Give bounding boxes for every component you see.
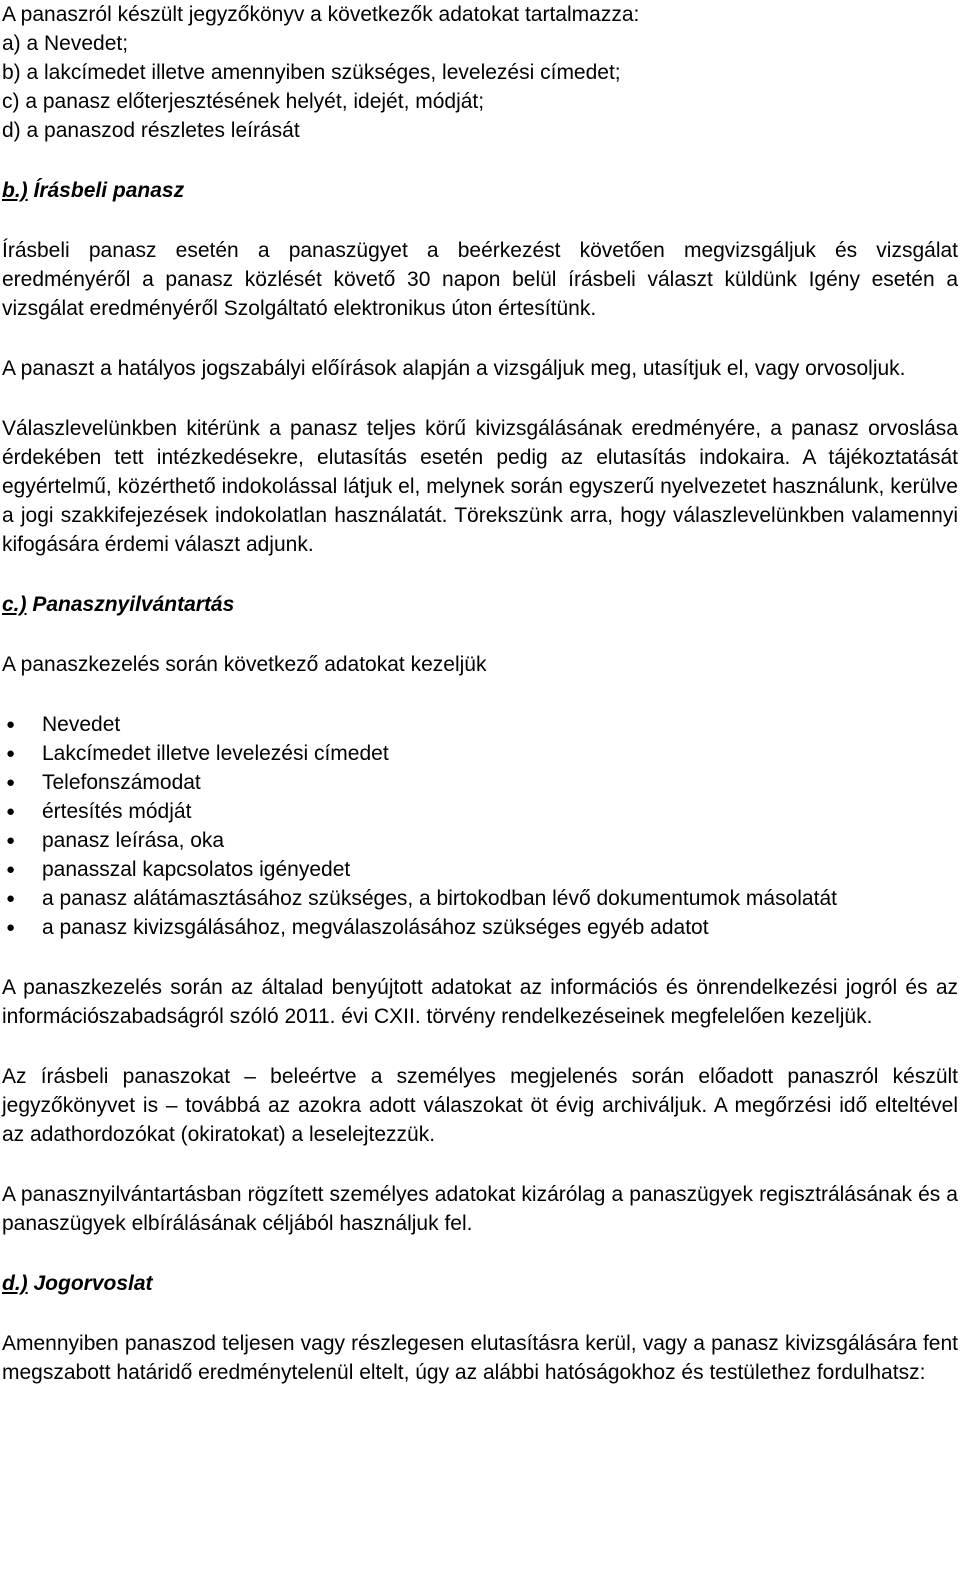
intro-item-b: b) a lakcímedet illetve amennyiben szükséges, levelezési címedet; bbox=[2, 61, 621, 84]
bullet-icon: ● bbox=[6, 774, 16, 791]
section-d bbox=[2, 1269, 958, 1387]
list-item-text: Telefonszámodat bbox=[42, 771, 201, 794]
bullet-icon: ● bbox=[6, 832, 16, 849]
bullet-icon: ● bbox=[6, 745, 16, 762]
section-c-paragraph-1: A panaszkezelés során az általad benyújtott adatokat az információs és önrendelkezési jogról és az információszabadságról szóló 2011. évi CXII. törvény rendelkezéseinek megfelelően kezeljük. bbox=[2, 976, 958, 1028]
section-c-title: Panasznyilvántartás bbox=[32, 593, 235, 616]
section-b-title: Írásbeli panasz bbox=[33, 179, 185, 202]
section-b-number: b.) bbox=[2, 179, 28, 202]
intro-item-a: a) a Nevedet; bbox=[2, 32, 129, 55]
section-d-paragraph-1: Amennyiben panaszod teljesen vagy részlegesen elutasításra kerül, vagy a panasz kivizsgálására fent megszabott határidő eredménytelenül eltelt, úgy az alábbi hatóságokhoz és testülethez fordulhatsz: bbox=[2, 1332, 958, 1384]
list-item bbox=[2, 913, 958, 942]
section-b bbox=[2, 176, 958, 559]
list-item bbox=[2, 768, 958, 797]
section-c-bullet-list bbox=[2, 710, 958, 942]
list-item-text: Nevedet bbox=[42, 713, 121, 736]
section-c bbox=[2, 590, 958, 1238]
list-item-text: Lakcímedet illetve levelezési címedet bbox=[42, 742, 389, 765]
list-item bbox=[2, 739, 958, 768]
list-item-text: értesítés módját bbox=[42, 800, 192, 823]
list-item-text: a panasz kivizsgálásához, megválaszolásához szükséges egyéb adatot bbox=[42, 916, 709, 939]
list-item-text: panasz leírása, oka bbox=[42, 829, 225, 852]
bullet-icon: ● bbox=[6, 716, 16, 733]
section-d-number: d.) bbox=[2, 1272, 28, 1295]
section-b-paragraph-3: Válaszlevelünkben kitérünk a panasz teljes körű kivizsgálásának eredményére, a panasz orvoslása érdekében tett intézkedésekre, elutasítás esetén pedig az elutasítás indokaira. A tájékoztatását egyértelmű, közérthető indokolással látjuk el, melynek során egyszerű nyelvezetet használunk, kerülve a jogi szakkifejezések indokolatlan használatát. Törekszünk arra, hogy válaszlevelünkben valamennyi kifogására érdemi választ adjunk. bbox=[2, 417, 958, 556]
list-item-text: panasszal kapcsolatos igényedet bbox=[42, 858, 351, 881]
intro-item-c: c) a panasz előterjesztésének helyét, idejét, módját; bbox=[2, 90, 485, 113]
list-item bbox=[2, 710, 958, 739]
intro-block bbox=[2, 0, 958, 145]
list-item bbox=[2, 884, 958, 913]
section-b-heading bbox=[2, 176, 958, 205]
section-c-heading bbox=[2, 590, 958, 619]
section-c-paragraph-2: Az írásbeli panaszokat – beleértve a személyes megjelenés során előadott panaszról készült jegyzőkönyvet is – továbbá az azokra adott válaszokat öt évig archiváljuk. A megőrzési idő elteltével az adathordozókat (okiratokat) a leselejtezzük. bbox=[2, 1065, 958, 1146]
section-d-title: Jogorvoslat bbox=[33, 1272, 153, 1295]
list-item bbox=[2, 797, 958, 826]
bullet-icon: ● bbox=[6, 919, 16, 936]
intro-item-d: d) a panaszod részletes leírását bbox=[2, 119, 300, 142]
bullet-icon: ● bbox=[6, 890, 16, 907]
section-c-number: c.) bbox=[2, 593, 27, 616]
section-b-paragraph-1: Írásbeli panasz esetén a panaszügyet a beérkezést követően megvizsgáljuk és vizsgálat eredményéről a panasz közlését követő 30 napon belül írásbeli választ küldünk Igény esetén a vizsgálat eredményéről Szolgáltató elektronikus úton értesítünk. bbox=[2, 239, 958, 320]
intro-line: A panaszról készült jegyzőkönyv a következők adatokat tartalmazza: bbox=[2, 3, 640, 26]
list-item bbox=[2, 855, 958, 884]
list-item bbox=[2, 826, 958, 855]
bullet-icon: ● bbox=[6, 861, 16, 878]
section-b-paragraph-2: A panaszt a hatályos jogszabályi előírások alapján a vizsgáljuk meg, utasítjuk el, vagy orvosoljuk. bbox=[2, 357, 906, 380]
bullet-icon: ● bbox=[6, 803, 16, 820]
section-c-intro: A panaszkezelés során következő adatokat kezeljük bbox=[2, 653, 487, 676]
section-d-heading bbox=[2, 1269, 958, 1298]
section-c-paragraph-3: A panasznyilvántartásban rögzített személyes adatokat kizárólag a panaszügyek regisztrálásának és a panaszügyek elbírálásának céljából használjuk fel. bbox=[2, 1183, 958, 1235]
list-item-text: a panasz alátámasztásához szükséges, a birtokodban lévő dokumentumok másolatát bbox=[42, 887, 837, 910]
